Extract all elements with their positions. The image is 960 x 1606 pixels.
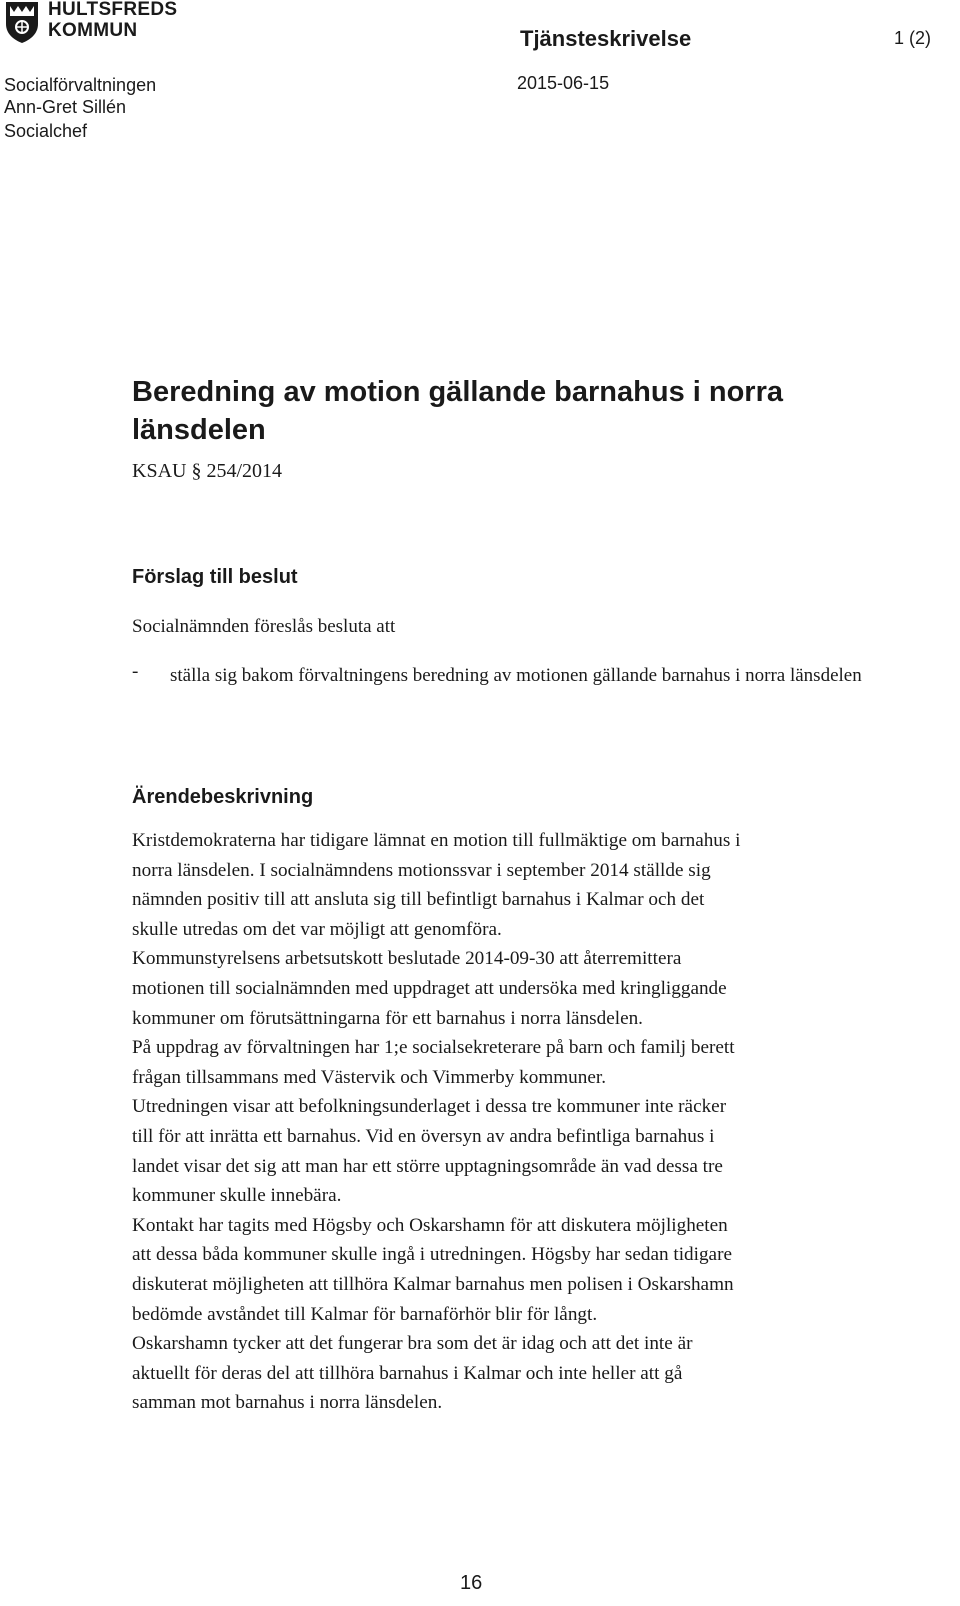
body-line: till för att inrätta ett barnahus. Vid en översyn av andra befintliga barnahus i [132,1125,715,1147]
body-line: nämnden positiv till att ansluta sig till befintligt barnahus i Kalmar och det [132,889,705,911]
description-body [132,826,892,1418]
municipal-crest-icon [4,0,40,44]
body-line: Kontakt har tagits med Högsby och Oskarshamn för att diskutera möjligheten [132,1214,728,1236]
body-line: bedömde avståndet till Kalmar för barnaförhör blir för långt. [132,1303,598,1325]
proposal-item: ställa sig bakom förvaltningens beredning av motionen gällande barnahus i norra länsdelen [170,665,862,686]
body-line: skulle utredas om det var möjligt att genomföra. [132,918,502,940]
body-line: Kommunstyrelsens arbetsutskott beslutade 2014-09-30 att återremittera [132,948,682,970]
document-title: Beredning av motion gällande barnahus i norra länsdelen [132,376,783,446]
body-line: norra länsdelen. I socialnämndens motionssvar i september 2014 ställde sig [132,859,711,881]
author-role: Socialchef [4,121,88,141]
description-heading: Ärendebeskrivning [132,786,314,808]
body-line: aktuellt för deras del att tillhöra barnahus i Kalmar och inte heller att gå [132,1362,683,1384]
page-indicator: 1 (2) [894,28,932,48]
document-date: 2015-06-15 [517,73,610,93]
department: Socialförvaltningen [4,75,157,95]
bullet-dash: - [132,661,139,682]
body-line: På uppdrag av förvaltningen har 1;e socialsekreterare på barn och familj berett [132,1037,735,1059]
case-reference: KSAU § 254/2014 [132,460,283,482]
body-line: Utredningen visar att befolkningsunderlaget i dessa tre kommuner inte räcker [132,1096,727,1118]
logo-line-1: HULTSFREDS [48,0,178,20]
body-line: kommuner om förutsättningarna för ett barnahus i norra länsdelen. [132,1007,643,1029]
proposal-heading: Förslag till beslut [132,566,298,588]
body-line: diskuterat möjligheten att tillhöra Kalmar barnahus men polisen i Oskarshamn [132,1273,734,1295]
body-line: att dessa båda kommuner skulle ingå i utredningen. Högsby har sedan tidigare [132,1244,732,1266]
document-type: Tjänsteskrivelse [520,26,692,51]
author-name: Ann-Gret Sillén [4,97,127,117]
body-line: Oskarshamn tycker att det fungerar bra som det är idag och att det inte är [132,1333,693,1355]
body-line: samman mot barnahus i norra länsdelen. [132,1392,443,1414]
body-line: kommuner skulle innebära. [132,1185,342,1207]
municipality-logo [4,0,189,46]
proposal-intro: Socialnämnden föreslås besluta att [132,616,396,637]
body-line: frågan tillsammans med Västervik och Vimmerby kommuner. [132,1066,606,1088]
logo-line-2: KOMMUN [48,20,138,41]
body-line: landet visar det sig att man har ett större upptagningsområde än vad dessa tre [132,1155,723,1177]
footer-page-number: 16 [460,1572,483,1594]
body-line: motionen till socialnämnden med uppdraget att undersöka med kringliggande [132,977,727,999]
body-line: Kristdemokraterna har tidigare lämnat en motion till fullmäktige om barnahus i [132,830,741,851]
